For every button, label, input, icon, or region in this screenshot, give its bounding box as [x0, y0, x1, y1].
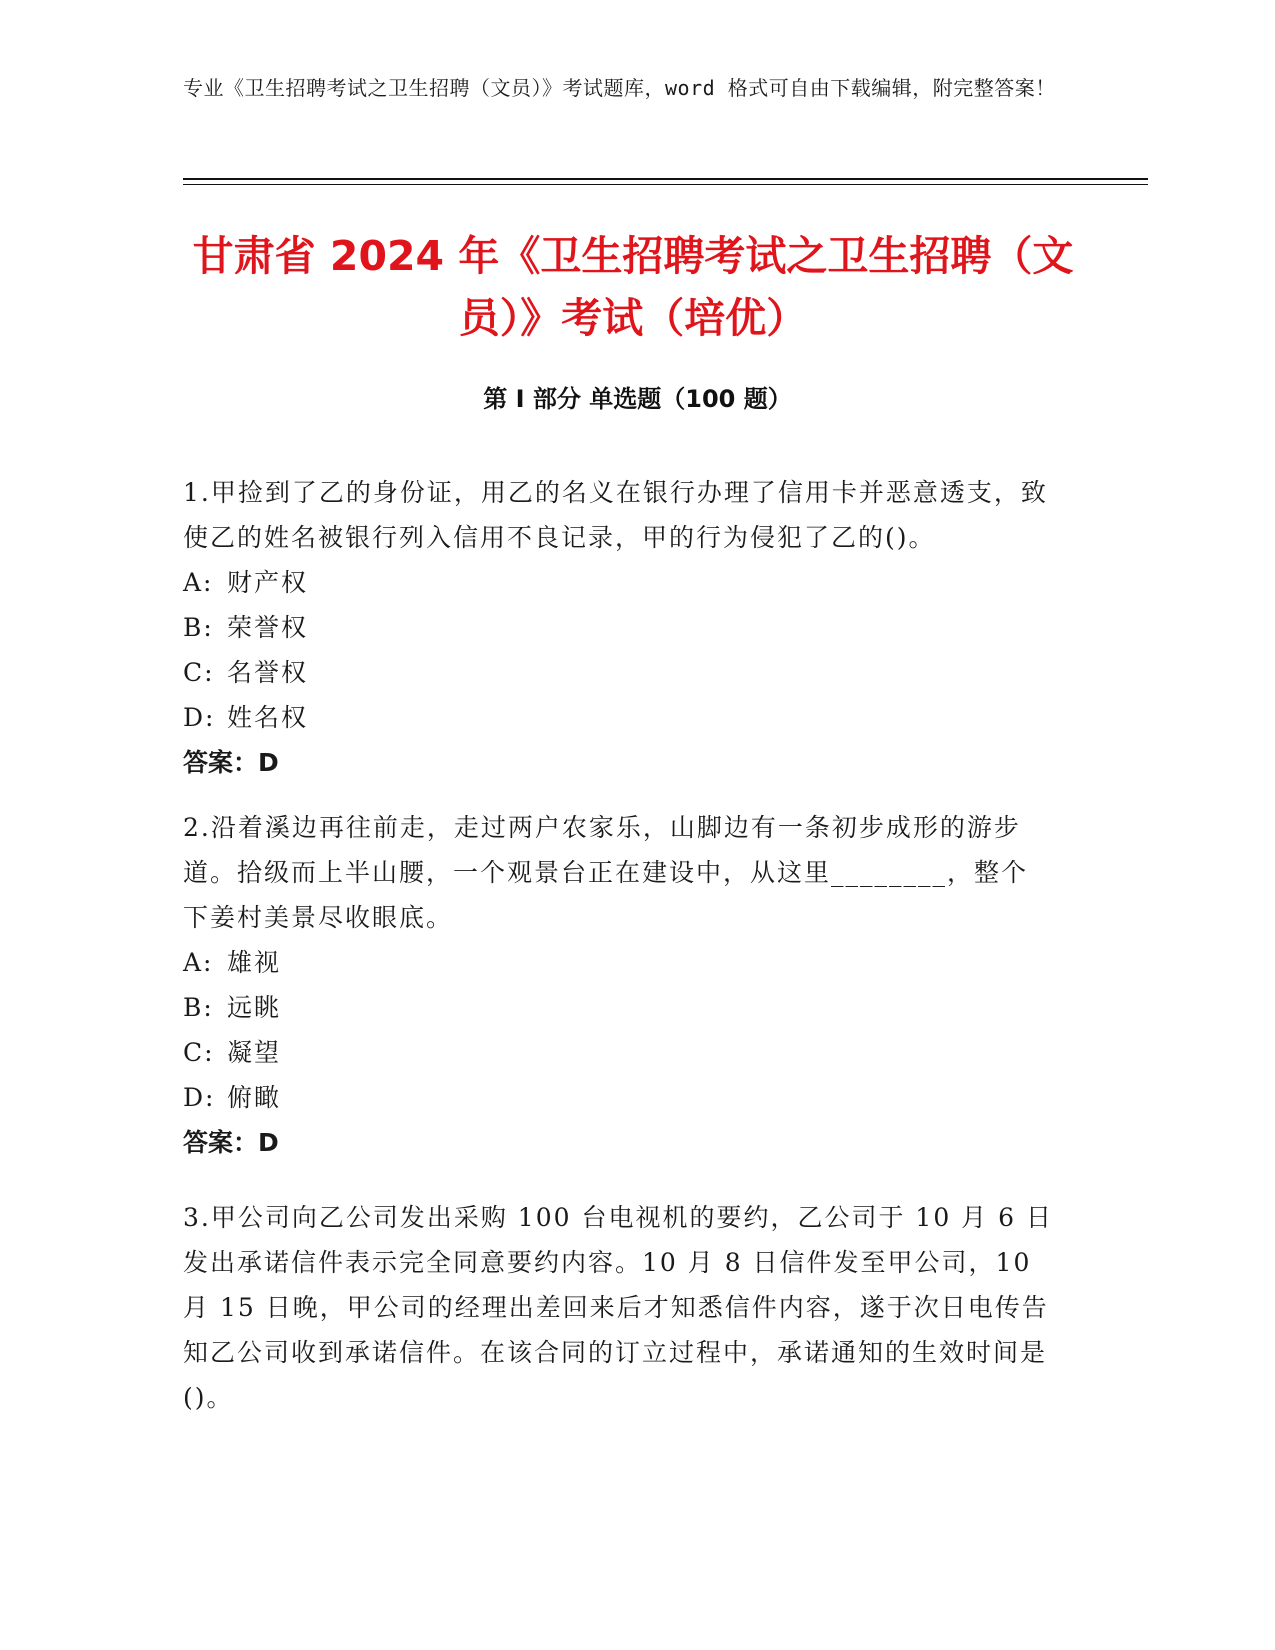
header-rule-thick	[183, 178, 1148, 180]
option-letter: C:	[183, 1038, 215, 1067]
question-stem: 1.甲捡到了乙的身份证，用乙的名义在银行办理了信用卡并恶意透支，致使乙的姓名被银行列入信用不良记录，甲的行为侵犯了乙的()。	[183, 478, 1048, 552]
question-2	[183, 805, 1053, 1165]
option-text: 凝望	[227, 1038, 282, 1067]
option-a	[183, 560, 1053, 605]
option-text: 姓名权	[227, 703, 309, 732]
option-letter: D:	[183, 1083, 216, 1112]
option-c	[183, 650, 1053, 695]
document-title: 甘肃省 2024 年《卫生招聘考试之卫生招聘（文员）》考试（培优）	[192, 232, 1074, 342]
question-1	[183, 470, 1053, 785]
option-letter: A:	[183, 568, 214, 597]
question-stem: 2.沿着溪边再往前走，走过两户农家乐，山脚边有一条初步成形的游步道。拾级而上半山腰，一个观景台正在建设中，从这里________，整个下姜村美景尽收眼底。	[183, 813, 1029, 932]
option-a	[183, 940, 1053, 985]
option-letter: C:	[183, 658, 215, 687]
option-d	[183, 1075, 1053, 1120]
header-note: 专业《卫生招聘考试之卫生招聘（文员）》考试题库，word 格式可自由下载编辑，附完整答案！	[183, 76, 1056, 100]
option-b	[183, 605, 1053, 650]
option-letter: B:	[183, 993, 214, 1022]
option-d	[183, 695, 1053, 740]
option-letter: B:	[183, 613, 214, 642]
option-text: 俯瞰	[227, 1083, 282, 1112]
question-3	[183, 1195, 1053, 1420]
option-text: 财产权	[227, 568, 309, 597]
option-b	[183, 985, 1053, 1030]
option-text: 雄视	[227, 948, 282, 977]
option-letter: A:	[183, 948, 214, 977]
header-rule-thin	[183, 184, 1148, 185]
answer-label: 答案：D	[183, 1128, 279, 1157]
option-text: 远眺	[227, 993, 282, 1022]
answer-label: 答案：D	[183, 748, 279, 777]
option-text: 名誉权	[227, 658, 309, 687]
option-text: 荣誉权	[227, 613, 309, 642]
question-stem: 3.甲公司向乙公司发出采购 100 台电视机的要约，乙公司于 10 月 6 日发出承诺信件表示完全同意要约内容。10 月 8 日信件发至甲公司，10 月 15 日晚，甲公司的经理出差回来后才知悉信件内容，遂于次日电传告知乙公司收到承诺信件。在该合同的订立过程中，承诺通知的生效时间是()。	[183, 1203, 1053, 1412]
option-letter: D:	[183, 703, 216, 732]
section-title: 第 I 部分 单选题（100 题）	[483, 385, 792, 413]
option-c	[183, 1030, 1053, 1075]
